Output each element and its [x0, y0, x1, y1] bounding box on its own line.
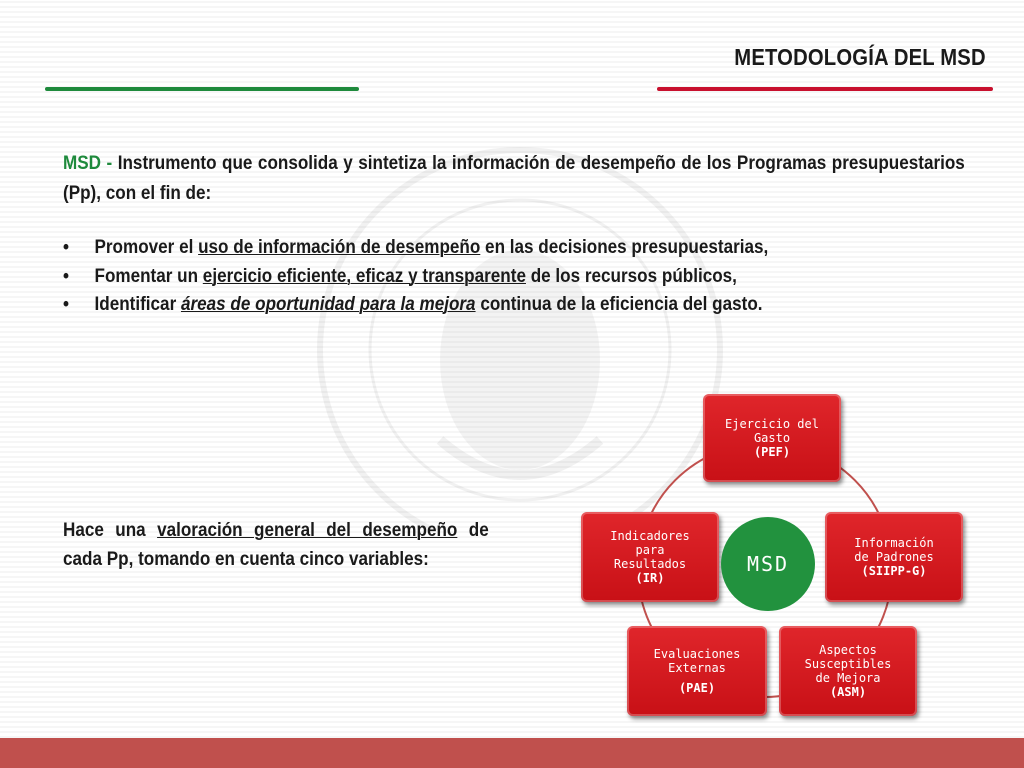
node-ejercicio-gasto: Ejercicio del Gasto (PEF) — [703, 394, 841, 482]
node-evaluaciones-externas: Evaluaciones Externas (PAE) — [627, 626, 767, 716]
node-aspectos-susceptibles: Aspectos Susceptibles de Mejora (ASM) — [779, 626, 917, 716]
msd-term: MSD — [63, 153, 102, 174]
list-item: • Fomentar un ejercicio eficiente, eficaz y transparente de los recursos públicos, — [63, 263, 768, 292]
page-title: METODOLOGÍA DEL MSD — [734, 44, 986, 70]
list-item: • Promover el uso de información de desempeño en las decisiones presupuestarias, — [63, 234, 768, 263]
green-divider — [45, 87, 359, 91]
msd-definition: Instrumento que consolida y sintetiza la información de desempeño de los Programas presupuestarios (Pp), con el fin de: — [63, 153, 965, 204]
objectives-list — [63, 234, 768, 320]
list-item: • Identificar áreas de oportunidad para la mejora continua de la eficiencia del gasto. — [63, 291, 768, 320]
node-informacion-padrones: Información de Padrones (SIIPP-G) — [825, 512, 963, 602]
node-indicadores-resultados: Indicadores para Resultados (IR) — [581, 512, 719, 602]
footer-bar — [0, 738, 1024, 768]
msd-center-circle: MSD — [721, 517, 815, 611]
intro-paragraph — [63, 149, 965, 209]
summary-paragraph: Hace una valoración general del desempeño de cada Pp, tomando en cuenta cinco variables: — [63, 520, 489, 570]
msd-cycle-diagram — [575, 390, 975, 720]
red-divider — [657, 87, 993, 91]
msd-dash: - — [106, 153, 113, 174]
